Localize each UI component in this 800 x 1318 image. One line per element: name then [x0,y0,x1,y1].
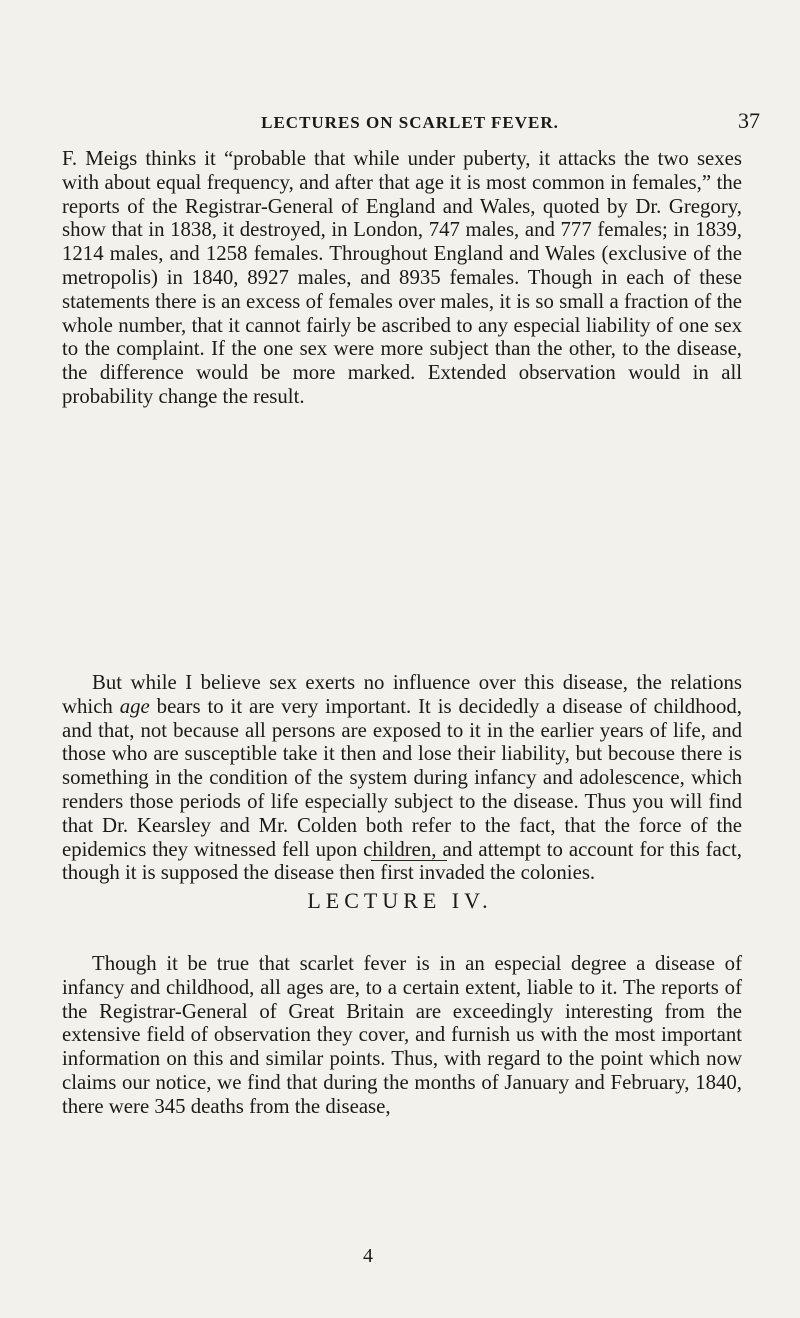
paragraph-3 [62,952,742,1119]
paragraph-2-end: bears to it are very important. It is decidedly a disease of childhood, and that, not because all persons are exposed to it in the earlier years of life, and those who are susceptible take it then and lose their liability, but becouse there is something in the condition of the system during infancy and adolescence, which renders those periods of life especially subject to the disease. Thus you will find that Dr. Kearsley and Mr. Colden both refer to the fact, that the force of the epidemics they witnessed fell upon children, and attempt to account for this fact, though it is supposed the disease then first invaded the colonies. [62,694,742,885]
lecture-heading: LECTURE IV. [307,888,493,913]
paragraph-2 [62,671,742,885]
italic-age: age [119,694,150,718]
paragraph-1 [62,147,742,409]
signature-mark: 4 [363,1245,373,1267]
running-head: LECTURES ON SCARLET FEVER. [261,113,559,132]
paragraph-2-start: But while I believe sex exerts no influence over this disease, the relations which [62,671,742,718]
paragraph-3-text: Though it be true that scarlet fever is in an especial degree a disease of infancy and childhood, all ages are, to a certain extent, liable to it. The reports of the Registrar-General of Great Britain are exceedingly interesting from the extensive field of observation they cover, and furnish us with the most important information on this and similar points. Thus, with regard to the point which now claims our notice, we find that during the months of January and February, 1840, there were 345 deaths from the disease, [62,952,742,1118]
page-number: 37 [738,108,760,133]
paragraph-1-text: F. Meigs thinks it “probable that while under puberty, it attacks the two sexes with about equal frequency, and after that age it is most common in females,” the reports of the Registrar-General of England and Wales, quoted by Dr. Gregory, show that in 1838, it destroyed, in London, 747 males, and 777 females; in 1839, 1214 males, and 1258 females. Throughout England and Wales (exclusive of the metropolis) in 1840, 8927 males, and 8935 females. Though in each of these statements there is an excess of females over males, it is so small a fraction of the whole number, that it cannot fairly be ascribed to any especial liability of one sex to the complaint. If the one sex were more subject than the other, to the disease, the difference would be more marked. Extended observation would in all probability change the result. [62,147,742,408]
paragraph-2-text [62,671,742,885]
section-divider [371,860,447,861]
